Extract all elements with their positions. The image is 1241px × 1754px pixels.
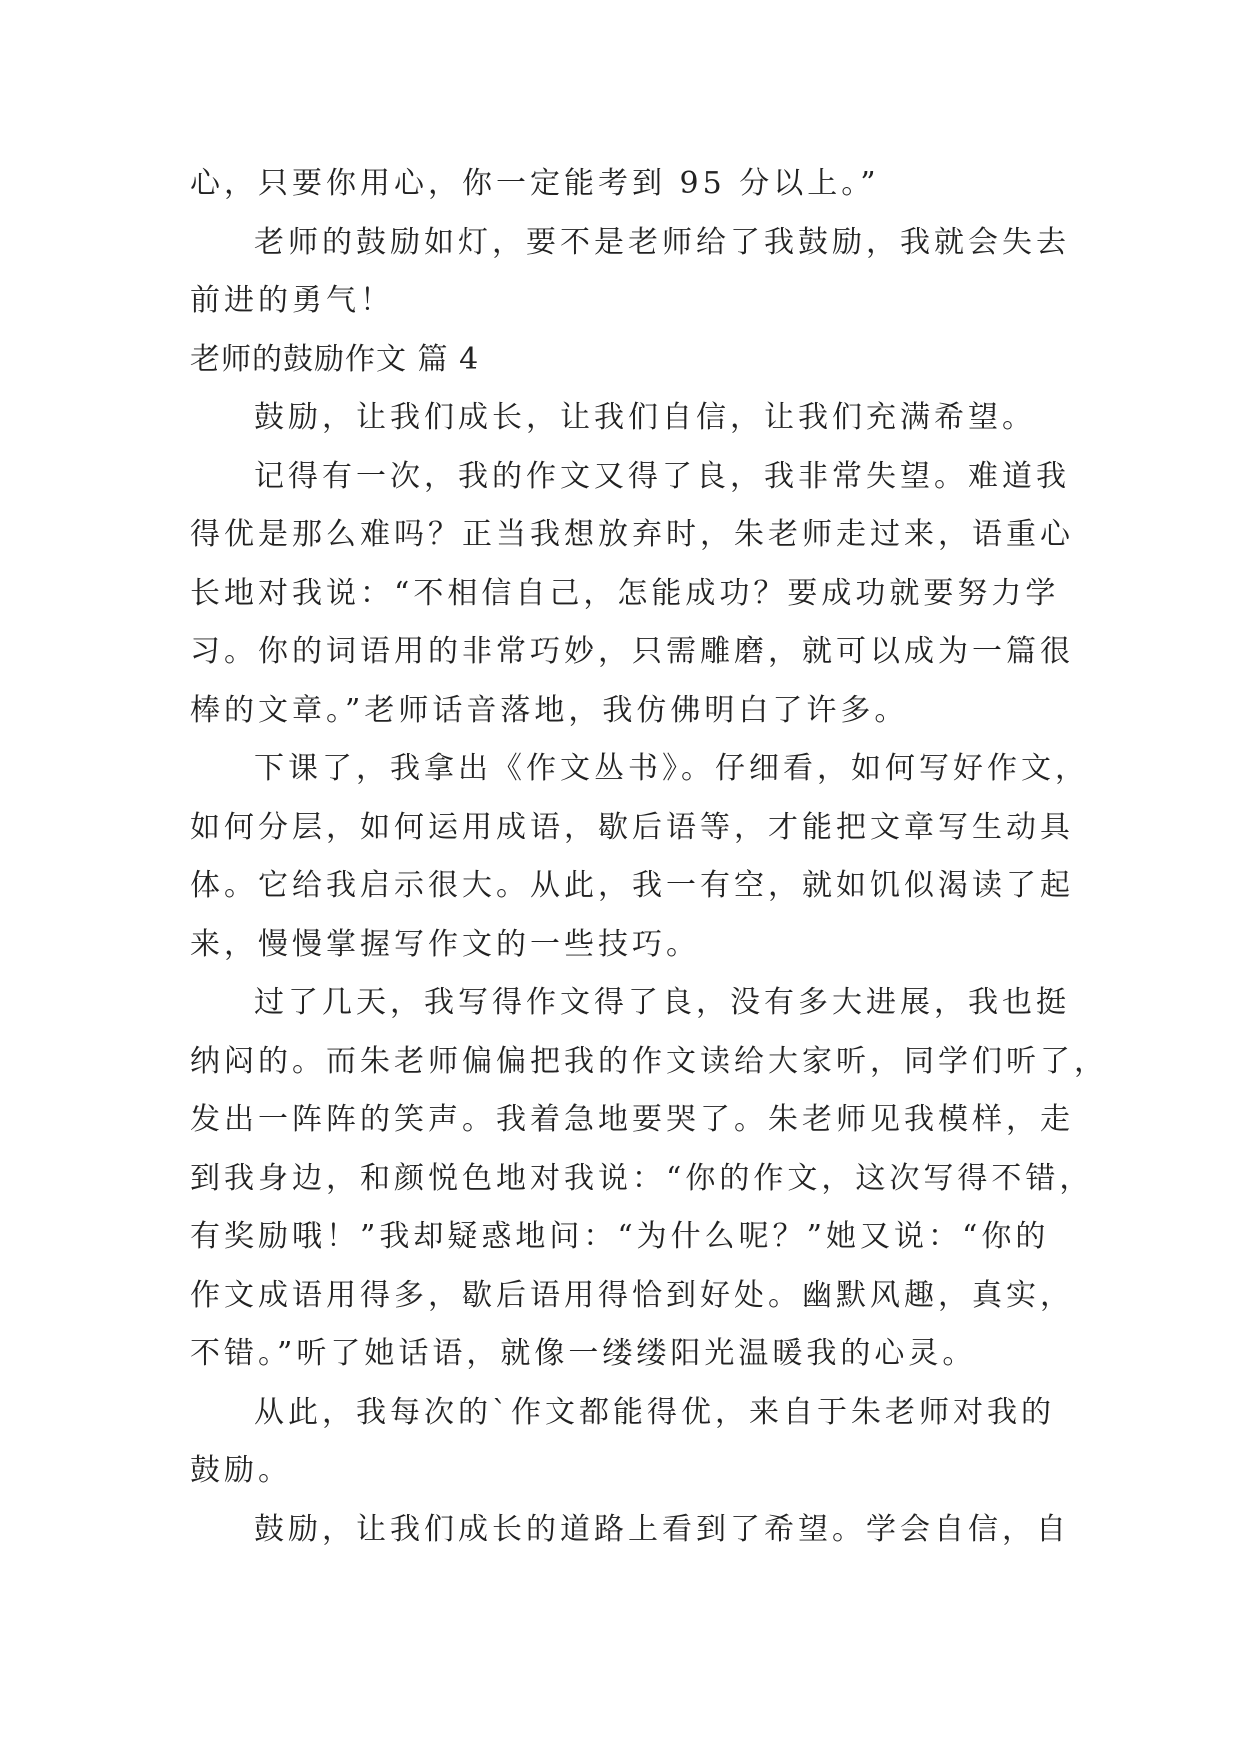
text-line: 体。它给我启示很大。从此，我一有空，就如饥似渴读了起 [190,868,1074,903]
text-line: 有奖励哦！”我却疑惑地问：“为什么呢？”她又说：“你的 [190,1219,1050,1254]
text-line: 棒的文章。”老师话音落地，我仿佛明白了许多。 [190,693,909,728]
section-heading: 老师的鼓励作文 篇 4 [190,342,480,377]
text-line: 记得有一次，我的作文又得了良，我非常失望。难道我 [254,459,1070,494]
text-line: 习。你的词语用的非常巧妙，只需雕磨，就可以成为一篇很 [190,634,1074,669]
text-line: 鼓励，让我们成长，让我们自信，让我们充满希望。 [254,400,1036,435]
text-line: 不错。”听了她话语，就像一缕缕阳光温暖我的心灵。 [190,1336,977,1371]
text-line: 来，慢慢掌握写作文的一些技巧。 [190,927,700,962]
text-line: 心，只要你用心，你一定能考到 95 分以上。” [190,166,880,201]
text-line: 老师的鼓励如灯，要不是老师给了我鼓励，我就会失去 [254,225,1070,260]
text-line: 得优是那么难吗？正当我想放弃时，朱老师走过来，语重心 [190,517,1074,552]
text-line: 如何分层，如何运用成语，歇后语等，才能把文章写生动具 [190,810,1074,845]
text-line: 发出一阵阵的笑声。我着急地要哭了。朱老师见我模样，走 [190,1102,1074,1137]
text-line: 下课了，我拿出《作文丛书》。仔细看，如何写好作文， [254,751,1089,786]
text-line: 纳闷的。而朱老师偏偏把我的作文读给大家听，同学们听了， [190,1044,1108,1079]
text-line: 作文成语用得多，歇后语用得恰到好处。幽默风趣，真实， [190,1278,1074,1313]
text-line: 长地对我说：“不相信自己，怎能成功？要成功就要努力学 [190,576,1060,611]
text-line: 到我身边，和颜悦色地对我说：“你的作文，这次写得不错， [190,1161,1094,1196]
text-line: 前进的勇气！ [190,283,394,318]
text-line: 过了几天，我写得作文得了良，没有多大进展，我也挺 [254,985,1070,1020]
text-line: 鼓励，让我们成长的道路上看到了希望。学会自信，自 [254,1512,1070,1547]
text-line: 从此，我每次的`作文都能得优，来自于朱老师对我的 [254,1395,1055,1430]
text-line: 鼓励。 [190,1453,292,1488]
